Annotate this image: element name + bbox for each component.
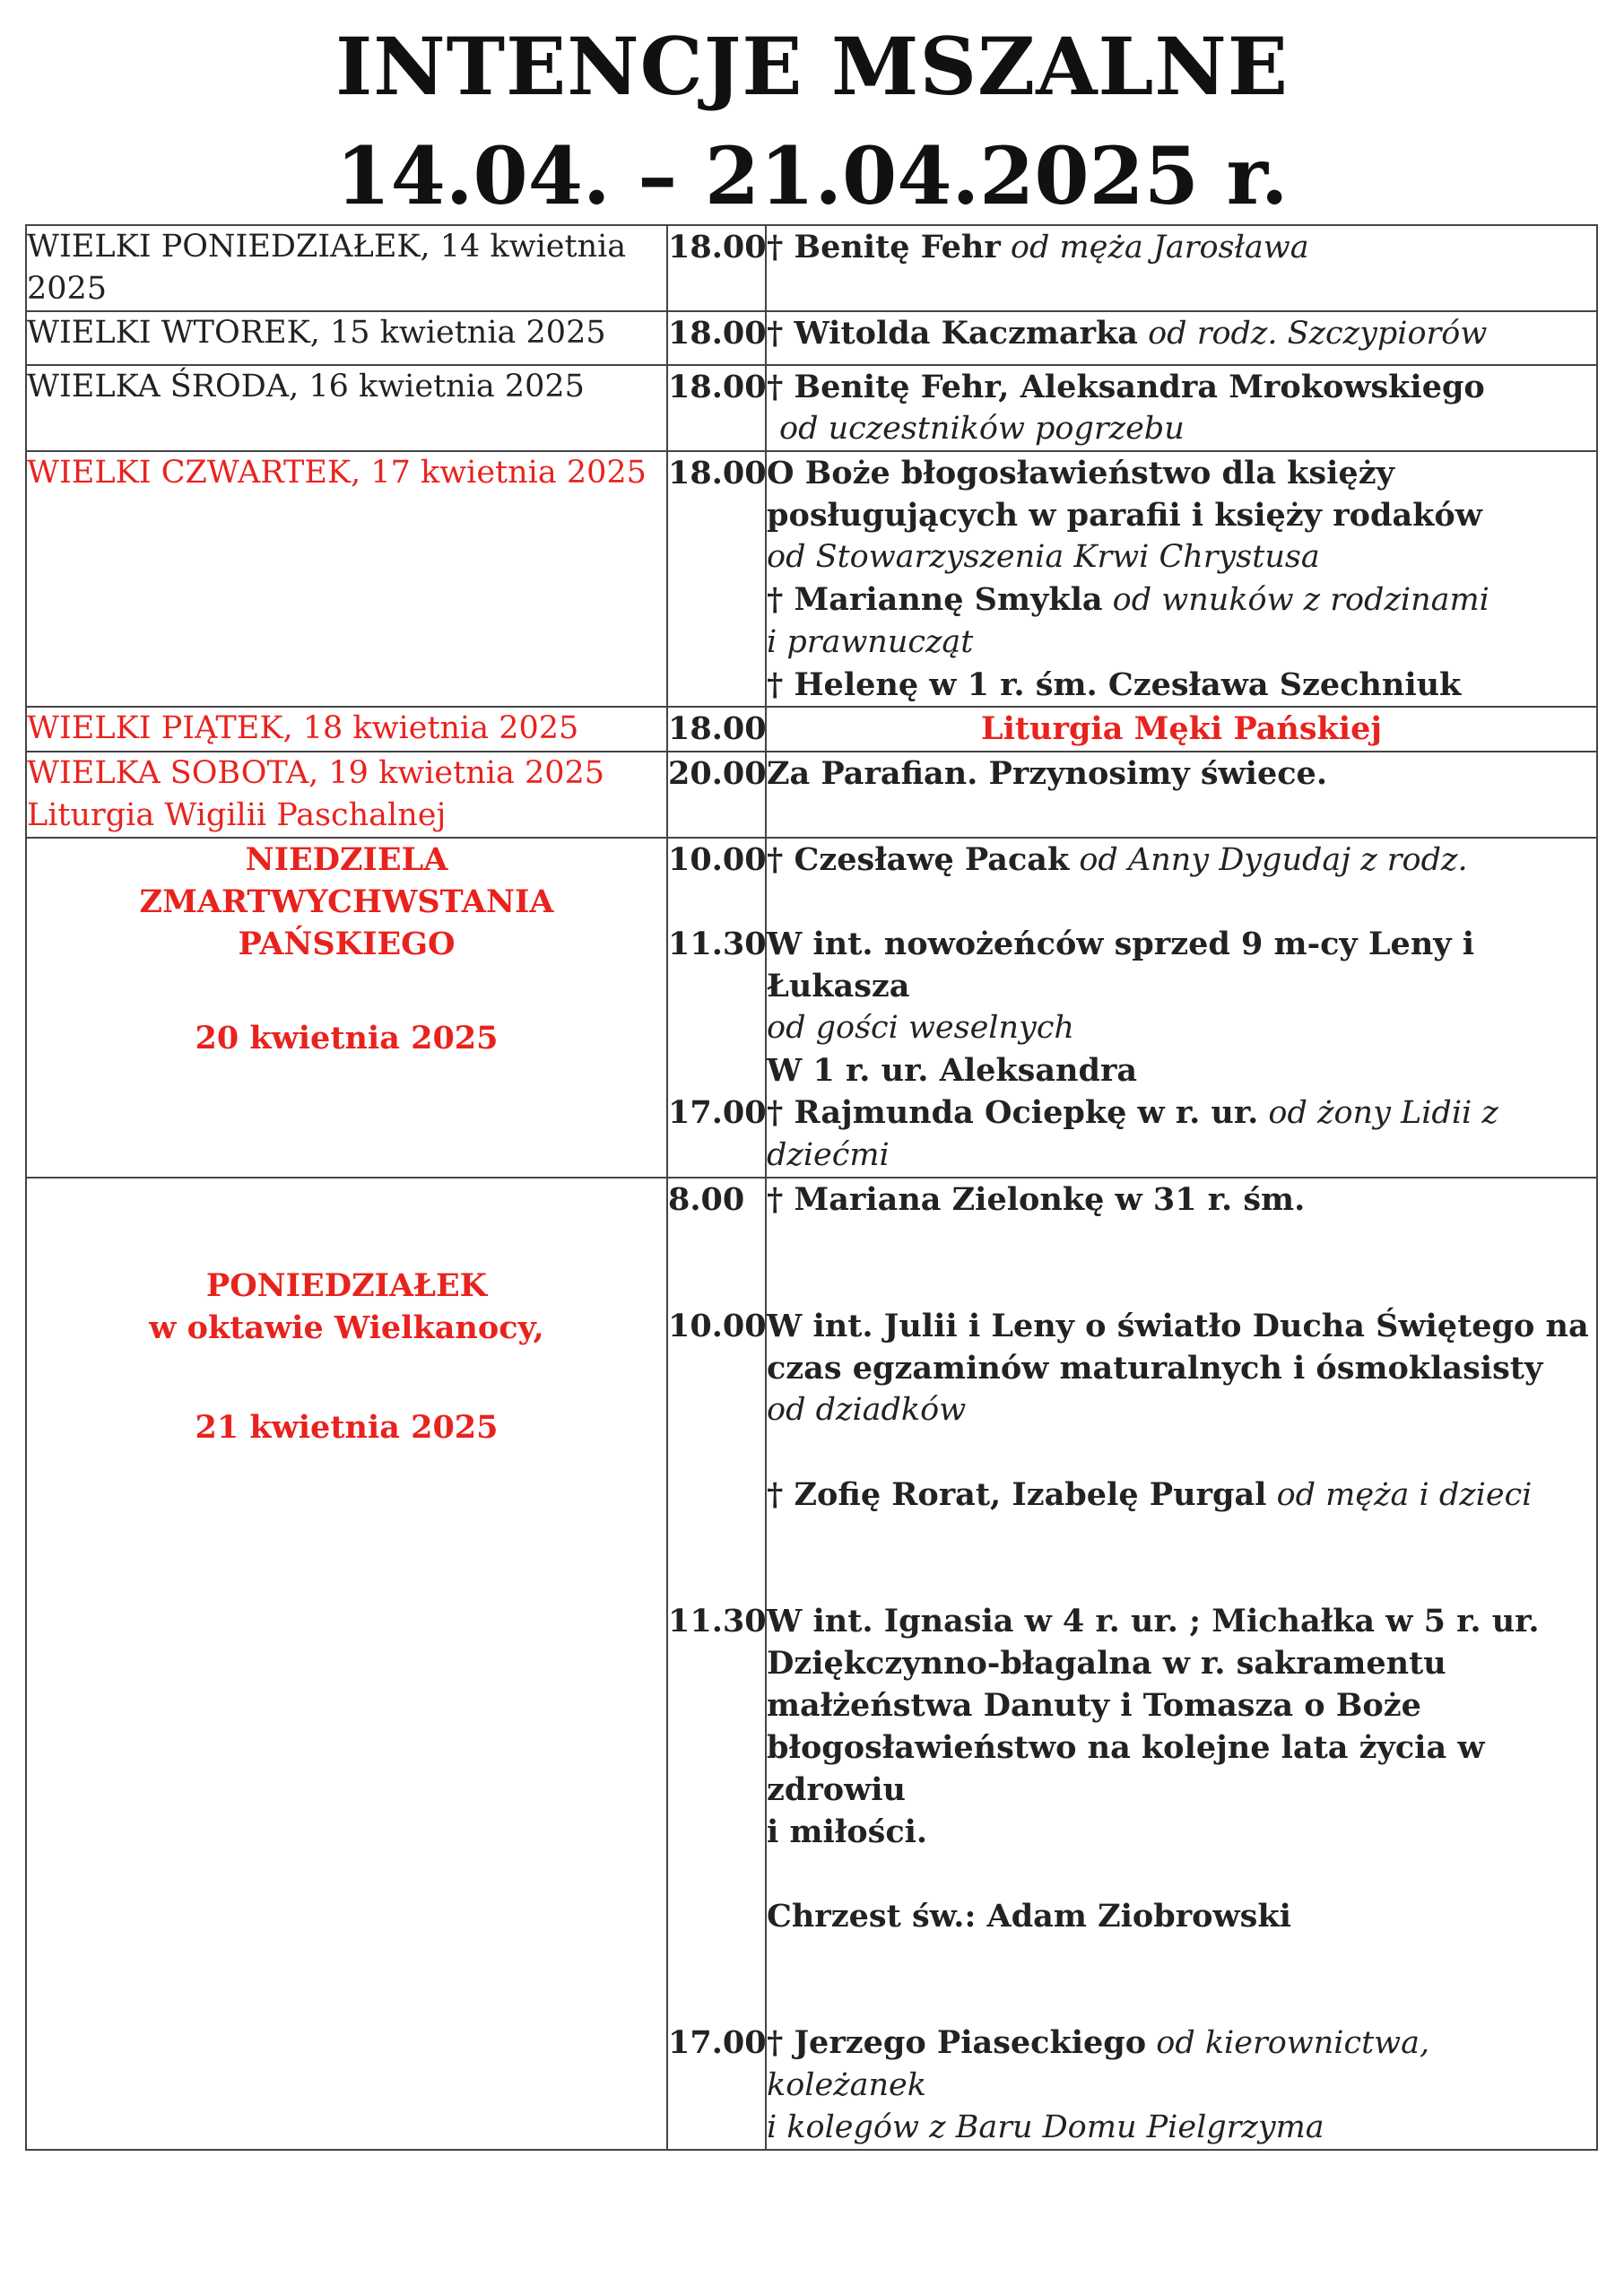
day-label: WIELKA SOBOTA, 19 kwietnia 2025: [27, 755, 605, 791]
mass-time: 11.30: [668, 926, 767, 962]
time-cell: 18.00: [667, 311, 766, 365]
intent-line: W int. Ignasia w 4 r. ur. ; Michałka w 5 r. ur.: [767, 1603, 1540, 1639]
date-range: 14.04. – 21.04.2025 r.: [335, 129, 1289, 222]
time-cell: 18.00: [667, 365, 766, 451]
intent-line: [767, 578, 1596, 622]
mass-intent: [767, 1091, 1596, 1177]
intent-cell: [766, 752, 1597, 838]
intent-line: Dziękczynno-błagalna w r. sakramentu: [767, 1645, 1446, 1682]
intent-person: † Helenę w 1 r. śm. Czesława Szechniuk: [767, 666, 1462, 703]
mass-time: 11.30: [668, 1603, 767, 1639]
intent-person: † Witolda Kaczmarka: [767, 315, 1138, 352]
intent-cell: [766, 1178, 1597, 2150]
intent-person: † Benitę Fehr: [767, 229, 1001, 265]
mass-intent: [767, 1305, 1596, 1600]
mass-intent: [767, 1178, 1596, 1305]
time-cell: [667, 1178, 766, 2150]
intent-from: od kierownictwa, koleżanek: [767, 2025, 1430, 2103]
table-row: [26, 838, 1597, 1178]
day-sub-label: Liturgia Wigilii Paschalnej: [27, 797, 447, 833]
intent-from: i prawnucząt: [767, 624, 974, 660]
day-date: 21 kwietnia 2025: [195, 1409, 499, 1446]
mass-intent: [767, 1600, 1596, 2022]
mass-intent: [767, 2022, 1596, 2149]
intent-person: † Mariana Zielonkę w 31 r. śm.: [767, 1181, 1306, 1218]
day-name: NIEDZIELA: [245, 841, 448, 878]
mass-intent: [767, 839, 1596, 923]
intent-from: od uczestników pogrzebu: [779, 411, 1185, 447]
day-cell: [26, 752, 667, 838]
intent-from: od męża i dzieci: [1266, 1477, 1533, 1513]
day-cell: WIELKI PONIEDZIAŁEK, 14 kwietnia 2025: [26, 225, 667, 311]
mass-time: 10.00: [668, 841, 767, 878]
intent-line: O Boże błogosławieństwo dla księży: [767, 455, 1394, 491]
table-row: [26, 1178, 1597, 2150]
intent-person: † Zofię Rorat, Izabelę Purgal: [767, 1476, 1267, 1513]
day-cell: WIELKA ŚRODA, 16 kwietnia 2025: [26, 365, 667, 451]
table-row: [26, 225, 1597, 311]
intent-from: od Anny Dygudaj z rodz.: [1069, 842, 1468, 878]
intent-line: błogosławieństwo na kolejne lata życia w zdrowiu: [767, 1729, 1485, 1808]
intent-cell: [766, 365, 1597, 451]
easter-monday-cell: [26, 1178, 667, 2150]
intent-from: od dziadków: [767, 1392, 967, 1428]
intent-cell: [766, 451, 1597, 707]
page-title: INTENCJE MSZALNE: [335, 20, 1289, 113]
intent-from: od żony Lidii z dziećmi: [767, 1095, 1498, 1173]
liturgy-label: Liturgia Męki Pańskiej: [980, 710, 1383, 747]
intent-person: † Jerzego Piaseckiego: [767, 2024, 1147, 2061]
intent-cell: [766, 838, 1597, 1178]
day-cell: WIELKI CZWARTEK, 17 kwietnia 2025: [26, 451, 667, 707]
time-cell: 18.00: [667, 707, 766, 752]
intent-person: † Benitę Fehr, Aleksandra Mrokowskiego: [767, 369, 1485, 405]
day-name: PAŃSKIEGO: [238, 926, 456, 962]
day-cell: WIELKI WTOREK, 15 kwietnia 2025: [26, 311, 667, 365]
day-cell: WIELKI PIĄTEK, 18 kwietnia 2025: [26, 707, 667, 752]
intent-line: małżeństwa Danuty i Tomasza o Boże: [767, 1687, 1421, 1724]
intent-cell: [766, 225, 1597, 311]
mass-time: 8.00: [668, 1181, 745, 1218]
day-name: PONIEDZIAŁEK: [205, 1267, 488, 1304]
intent-line: W int. Julii i Leny o światło Ducha Świętego na: [767, 1308, 1589, 1344]
intent-person: † Mariannę Smykla: [767, 581, 1103, 618]
mass-time: 17.00: [668, 1094, 767, 1131]
intent-person: Za Parafian. Przynosimy świece.: [767, 755, 1328, 792]
day-name: ZMARTWYCHWSTANIA: [139, 883, 554, 920]
intent-line: posługujących w parafii i księży rodaków: [767, 497, 1482, 534]
time-cell: 20.00: [667, 752, 766, 838]
table-row: [26, 707, 1597, 752]
intentions-table: [25, 224, 1598, 2151]
intent-line: [767, 2022, 1596, 2107]
table-row: [26, 365, 1597, 451]
easter-sunday-cell: [26, 838, 667, 1178]
intent-from: od wnuków z rodzinami: [1102, 582, 1489, 618]
intent-from: od rodz. Szczypiorów: [1137, 316, 1488, 352]
intent-line: czas egzaminów maturalnych i ósmoklasisty: [767, 1350, 1543, 1387]
time-cell: 18.00: [667, 225, 766, 311]
time-cell: [667, 838, 766, 1178]
mass-intent: [767, 923, 1596, 1091]
intent-line: W int. nowożeńców sprzed 9 m-cy Leny i Łukasza: [767, 926, 1475, 1004]
table-row: [26, 451, 1597, 707]
intent-from: od gości weselnych: [767, 1010, 1074, 1046]
intent-line: i miłości.: [767, 1813, 928, 1850]
mass-time: 10.00: [668, 1308, 767, 1344]
intent-from: od Stowarzyszenia Krwi Chrystusa: [767, 539, 1320, 575]
intent-cell: [766, 311, 1597, 365]
intent-line: [767, 1474, 1596, 1517]
intent-person: † Czesławę Pacak: [767, 841, 1070, 878]
intent-line: W 1 r. ur. Aleksandra: [767, 1052, 1138, 1089]
table-row: [26, 311, 1597, 365]
day-date: 20 kwietnia 2025: [195, 1020, 499, 1057]
intent-from: i kolegów z Baru Domu Pielgrzyma: [767, 2109, 1324, 2145]
baptism-note: Chrzest św.: Adam Ziobrowski: [767, 1898, 1291, 1935]
intent-cell: [766, 707, 1597, 752]
intent-person: † Rajmunda Ociepkę w r. ur.: [767, 1094, 1259, 1131]
time-cell: 18.00: [667, 451, 766, 707]
mass-time: 17.00: [668, 2024, 767, 2061]
day-name: w oktawie Wielkanocy,: [149, 1309, 544, 1346]
intent-from: od męża Jarosława: [1000, 230, 1309, 265]
table-row: [26, 752, 1597, 838]
